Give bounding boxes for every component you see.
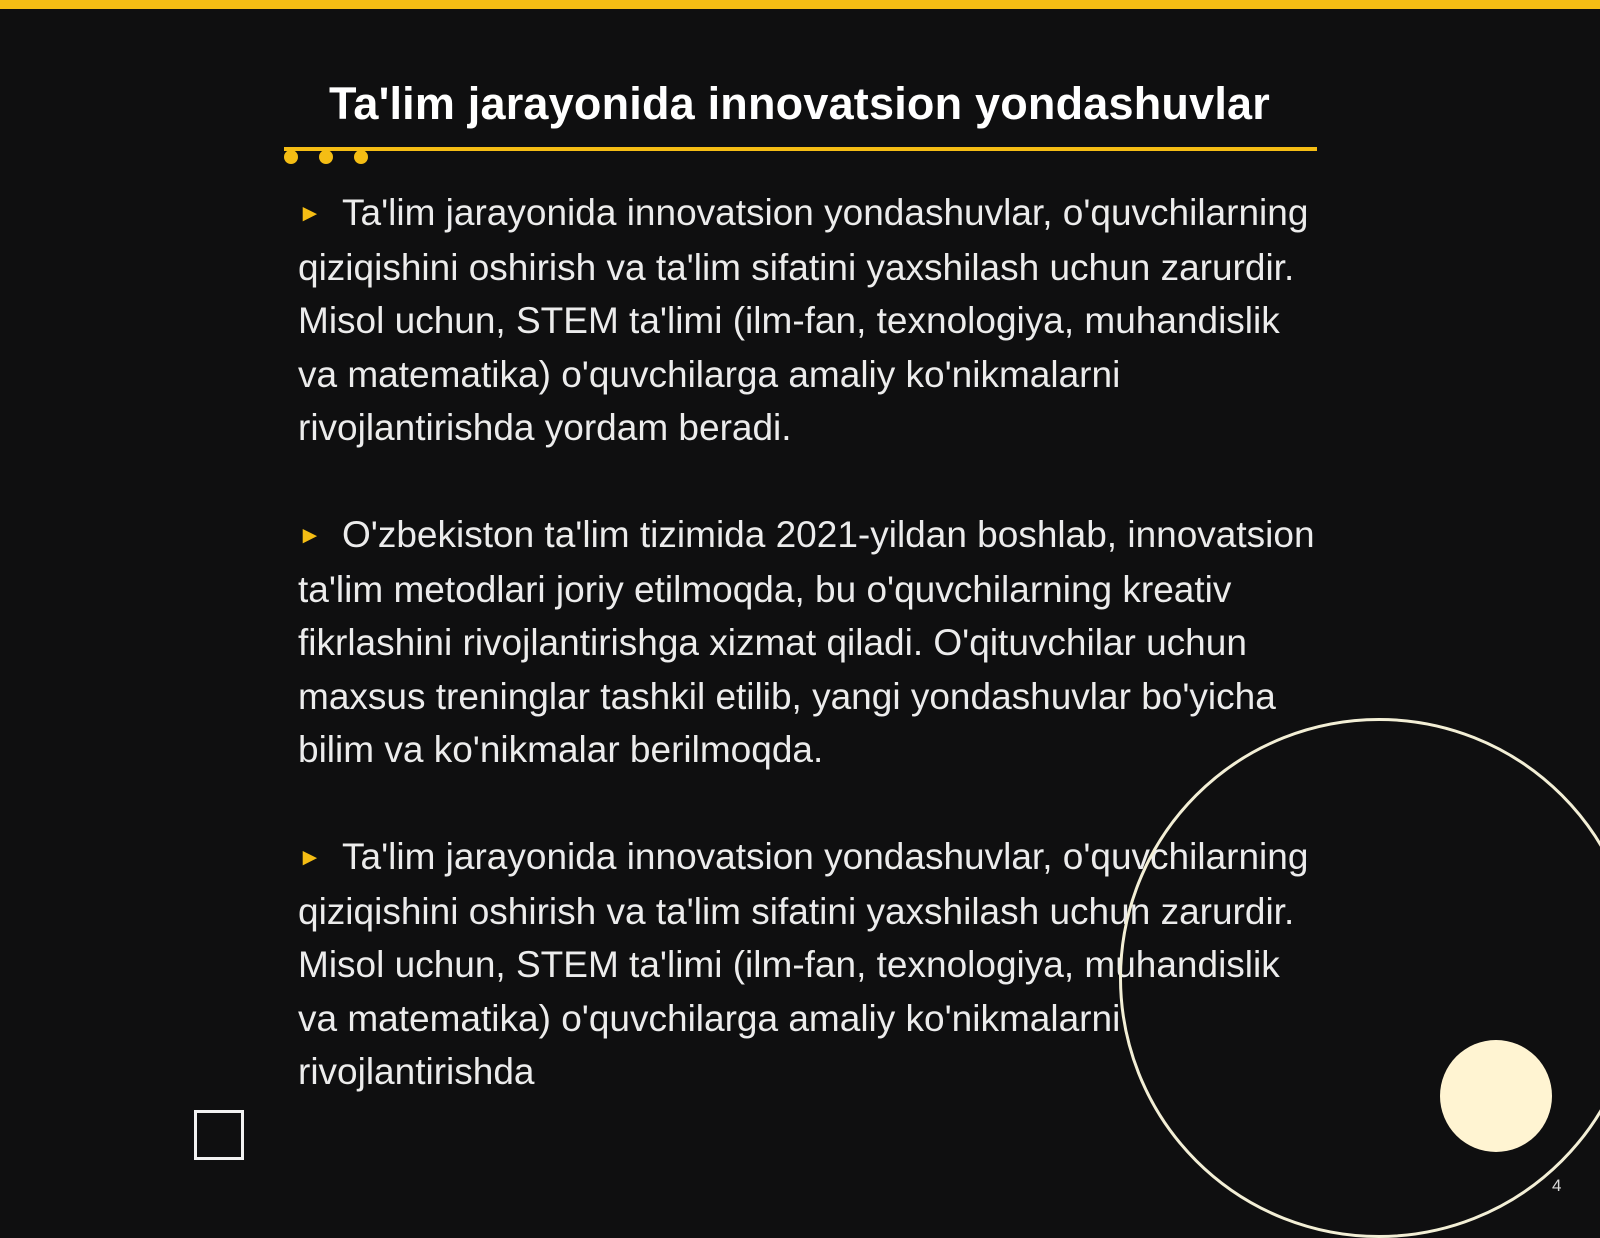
bullet-paragraph: [298, 508, 1323, 777]
decorative-square: [194, 1110, 244, 1160]
paragraph-text: O'zbekiston ta'lim tizimida 2021-yildan boshlab, innovatsion ta'lim metodlari joriy etilmoqda, bu o'quvchilarning kreativ fikrlashini rivojlantirishga xizmat qiladi. O'qituvchilar uchun maxsus treninglar tashkil etilib, yangi yondashuvlar bo'yicha bilim va ko'nikmalar berilmoqda.: [298, 514, 1315, 770]
bullet-arrow-icon: ►: [298, 844, 322, 871]
page-number: 4: [1552, 1176, 1562, 1195]
title-underline: [284, 147, 1317, 151]
paragraph-text: Ta'lim jarayonida innovatsion yondashuvlar, o'quvchilarning qiziqishini oshirish va ta'lim sifatini yaxshilash uchun zarurdir. Misol uchun, STEM ta'limi (ilm-fan, texnologiya, muhandislik va matematika) o'quvchilarga amaliy ko'nikmalarni rivojlantirishda yordam beradi.: [298, 192, 1309, 448]
decorative-dot: [319, 150, 333, 164]
decorative-circle-filled: [1440, 1040, 1552, 1152]
bullet-paragraph: [298, 186, 1323, 455]
decorative-dot: [284, 150, 298, 164]
decorative-dot: [354, 150, 368, 164]
bullet-arrow-icon: ►: [298, 522, 322, 549]
top-accent-bar: [0, 0, 1600, 9]
paragraph-text: Ta'lim jarayonida innovatsion yondashuvlar, o'quvchilarning qiziqishini oshirish va ta'lim sifatini yaxshilash uchun zarurdir. Misol uchun, STEM ta'limi (ilm-fan, texnologiya, muhandislik va matematika) o'quvchilarga amaliy ko'nikmalarni rivojlantirishda: [298, 836, 1309, 1092]
slide-title: Ta'lim jarayonida innovatsion yondashuvlar: [329, 78, 1270, 129]
bullet-arrow-icon: ►: [298, 200, 322, 227]
